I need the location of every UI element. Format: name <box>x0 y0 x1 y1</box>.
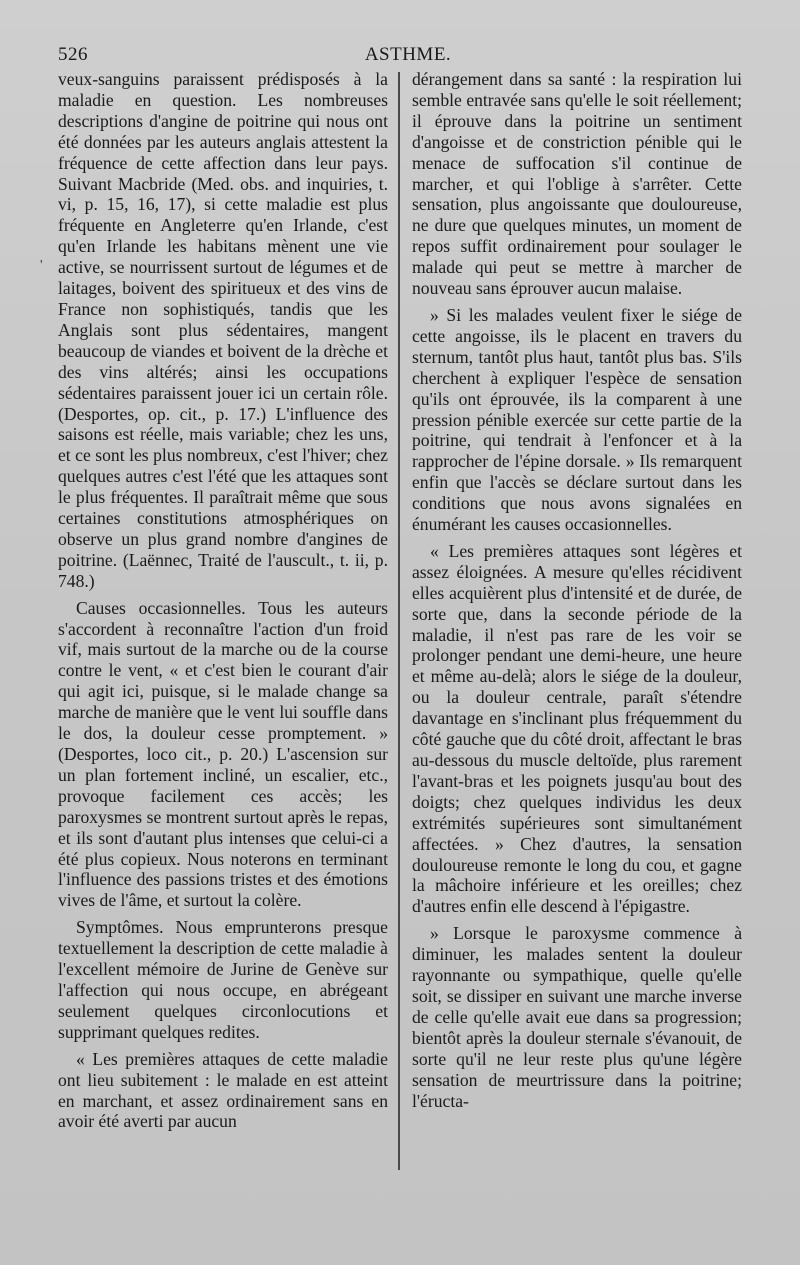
page-number: 526 <box>58 44 88 65</box>
paragraph: » Lorsque le paroxysme commence à diminuer, les malades sentent la douleur rayonnante ou sympathique, quelle qu'elle soit, se dissiper en suivant une marche inverse de celle qu'elle avait eue dans sa progression; bientôt après la douleur sternale s'évanouit, de sorte qu'il ne leur reste plus qu'une légère sensation de meurtrissure dans la poitrine; l'éructa- <box>412 923 742 1111</box>
paragraph: dérangement dans sa santé : la respiration lui semble entravée sans qu'elle le soit réellement; il éprouve dans la poitrine un sentiment d'angoisse et de constriction pénible qui le menace de suffocation s'il continue de marcher, et qui l'oblige à s'arrêter. Cette sensation, plus angoissante que douloureuse, ne dure que quelques minutes, un moment de repos suffit ordinairement pour soulager le malade qui peut se mettre à marcher de nouveau sans éprouver aucun malaise. <box>412 69 742 299</box>
left-column <box>58 69 388 1138</box>
page-header <box>58 44 758 68</box>
paragraph: « Les premières attaques sont légères et assez éloignées. A mesure qu'elles récidivent elles acquièrent plus d'intensité et de durée, de sorte que, dans la seconde période de la maladie, il n'est pas rare de les voir se prolonger pendant une demi-heure, une heure et même au-delà; alors le siége de la douleur, ou la douleur centrale, paraît s'étendre davantage en s'inclinant plus fréquemment du côté gauche que du côté droit, affectant le bras au-dessous du muscle deltoïde, plus rarement l'avant-bras et les poignets jusqu'au bout des doigts; chez quelques individus les deux extrémités supérieures sont simultanément affectées. » Chez d'autres, la sensation douloureuse remonte le long du cou, et gagne la mâchoire inférieure et les oreilles; chez d'autres enfin elle descend à l'épigastre. <box>412 540 742 917</box>
paragraph: « Les premières attaques de cette maladie ont lieu subitement : le malade en est atteint en marchant, et assez ordinairement sans en avoir été averti par aucun <box>58 1048 388 1132</box>
paragraph: Causes occasionnelles. Tous les auteurs s'accordent à reconnaître l'action d'un froid vif, mais surtout de la marche ou de la course contre le vent, « et c'est bien le courant d'air qui agit ici, puisque, si le malade change sa marche de manière que le vent lui souffle dans le dos, la douleur cesse promptement. » (Desportes, loco cit., p. 20.) L'ascension sur un plan fortement incliné, un escalier, etc., provoque facilement ces accès; les paroxysmes se montrent surtout après le repas, et ils sont d'autant plus intenses que celui-ci a été plus copieux. Nous noterons en terminant l'influence des passions tristes et des émotions vives de l'âme, et surtout la colère. <box>58 597 388 911</box>
column-divider <box>398 72 400 1170</box>
paragraph: » Si les malades veulent fixer le siége de cette angoisse, ils le placent en travers du sternum, tantôt plus haut, tantôt plus bas. S'ils cherchent à expliquer l'espèce de sensation qu'ils ont éprouvée, ils la comparent à une pression pénible exercée sur cette partie de la poitrine, qui tendrait à l'enfoncer et à la rapprocher de l'épine dorsale. » Ils remarquent enfin que l'accès se déclare surtout dans les conditions que nous avons signalées en énumérant les causes occasionnelles. <box>412 304 742 535</box>
paragraph: Symptômes. Nous emprunterons presque textuellement la description de cette maladie à l'excellent mémoire de Jurine de Genève sur l'affection qui nous occupe, en abrégeant seulement quelques circonlocutions et supprimant quelques redites. <box>58 917 388 1042</box>
right-column <box>412 69 742 1117</box>
paragraph: veux-sanguins paraissent prédisposés à la maladie en question. Les nombreuses descriptions d'angine de poitrine qui nous ont été données par les auteurs anglais attestent la fréquence de cette affection dans leur pays. Suivant Macbride (Med. obs. and inquiries, t. vi, p. 15, 16, 17), si cette maladie est plus fréquente en Angleterre qu'en Irlande, c'est qu'en Irlande les habitans mènent une vie active, se nourrissent surtout de légumes et de laitages, boivent des spiritueux et des vins de France non sophistiqués, tandis que les Anglais sont plus sédentaires, mangent beaucoup de viandes et boivent de la drèche et des vins altérés; ainsi les occupations sédentaires paraissent jouer ici un certain rôle. (Desportes, op. cit., p. 17.) L'influence des saisons est réelle, mais variable; chez les uns, et ce sont les plus nombreux, c'est l'hiver; chez quelques autres c'est l'été que les attaques sont le plus fréquentes. Il paraîtrait même que sous certaines constitutions atmosphériques on observe un plus grand nombre d'angines de poitrine. (Laënnec, Traité de l'auscult., t. ii, p. 748.) <box>58 69 388 591</box>
running-title: ASTHME. <box>364 44 452 65</box>
margin-mark: ' <box>40 258 43 273</box>
